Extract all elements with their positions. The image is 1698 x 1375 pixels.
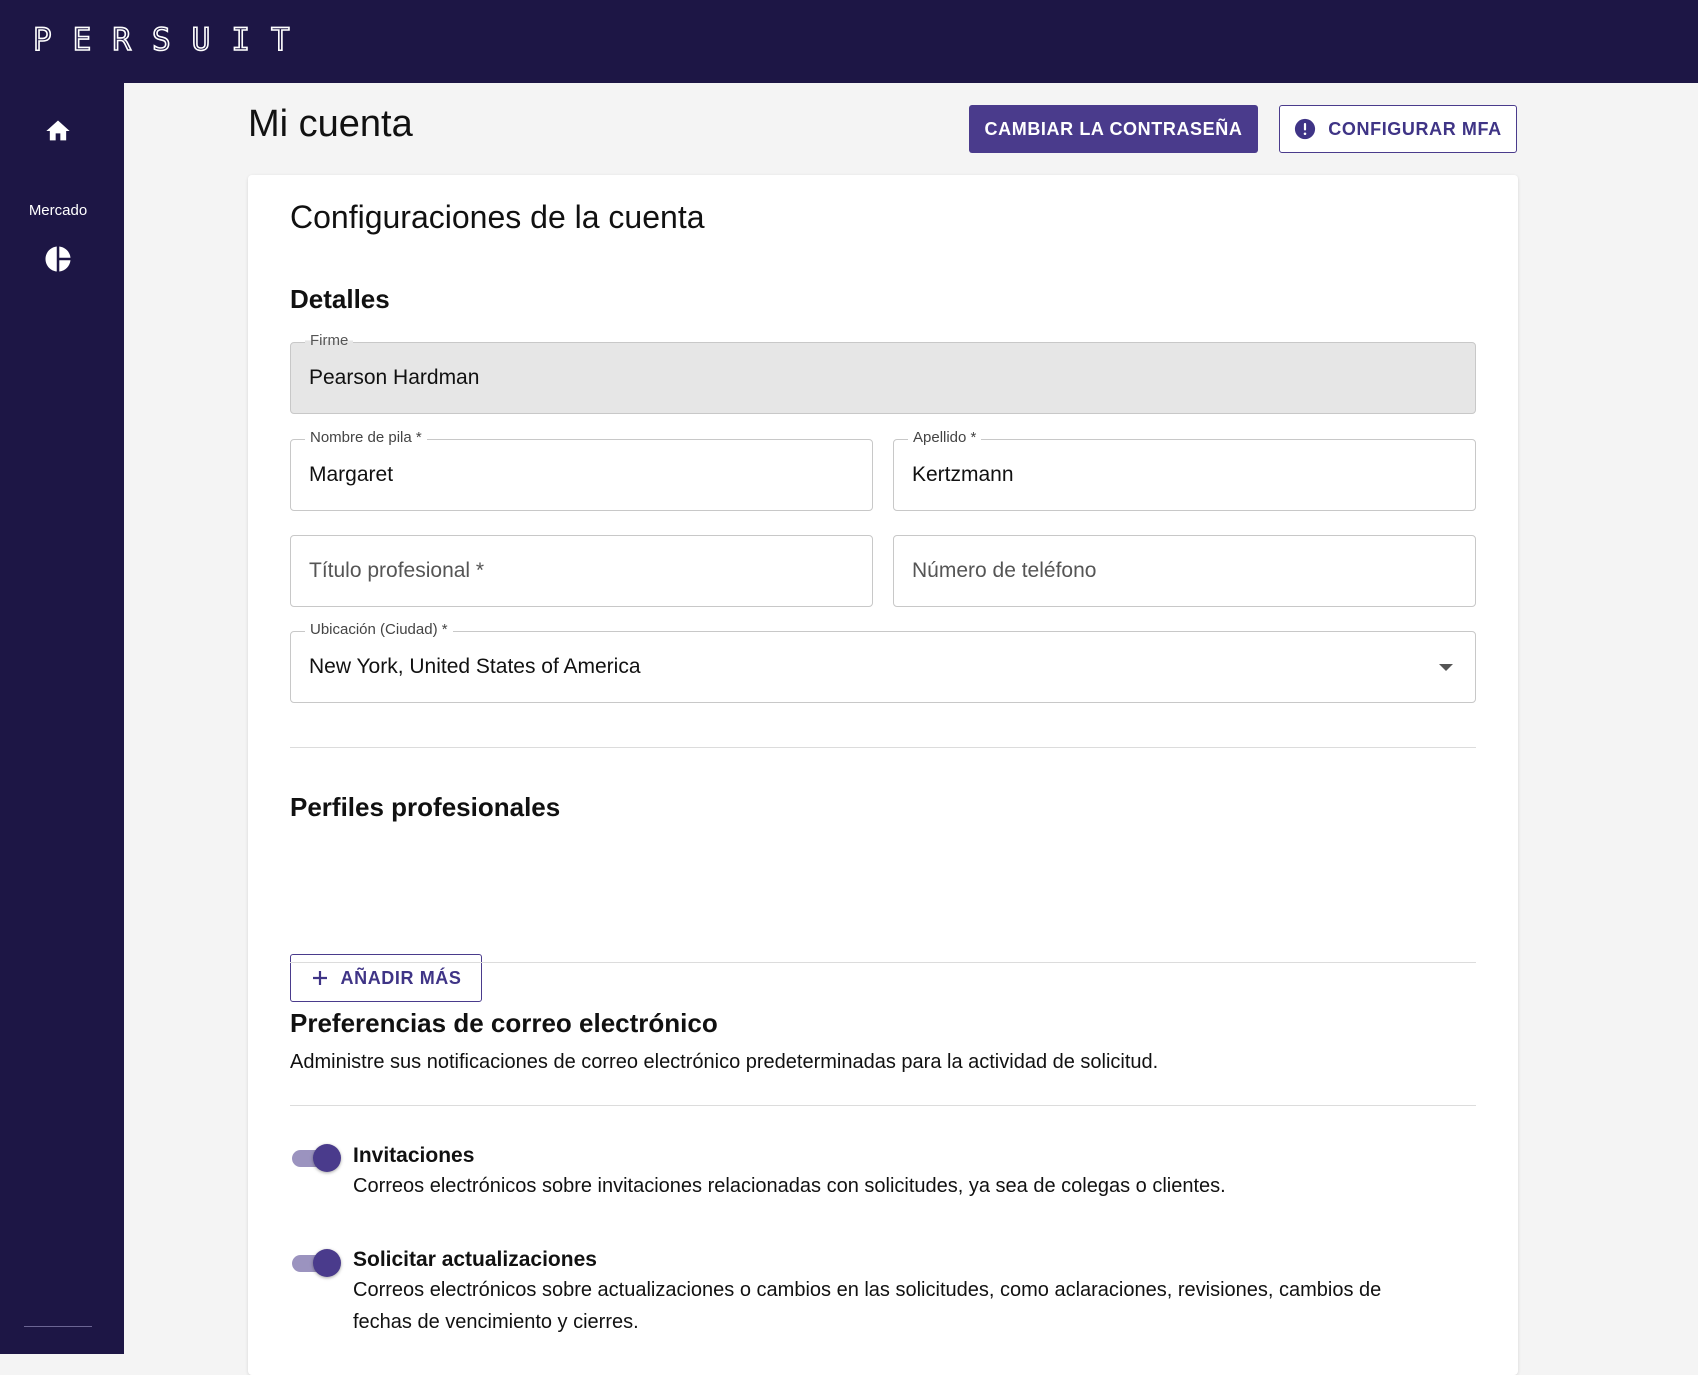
details-section-title: Detalles bbox=[290, 284, 390, 314]
account-settings-card bbox=[248, 175, 1518, 1375]
firm-label: Firme bbox=[305, 332, 353, 349]
last-name-label: Apellido * bbox=[908, 429, 981, 446]
email-prefs-section-title: Preferencias de correo electrónico bbox=[290, 1008, 718, 1038]
main-content bbox=[124, 83, 1698, 1354]
pie-chart-icon bbox=[43, 244, 73, 274]
sidebar-divider bbox=[24, 1326, 92, 1327]
sidebar-item-home[interactable] bbox=[0, 117, 116, 145]
phone-placeholder[interactable]: Número de teléfono bbox=[912, 559, 1097, 582]
section-divider bbox=[290, 747, 1476, 748]
profiles-section-title: Perfiles profesionales bbox=[290, 792, 561, 822]
alert-circle-icon bbox=[1294, 118, 1316, 140]
plus-icon bbox=[311, 969, 329, 987]
location-label: Ubicación (Ciudad) * bbox=[305, 621, 453, 638]
add-more-label: AÑADIR MÁS bbox=[340, 967, 462, 988]
firm-field bbox=[290, 332, 1476, 414]
sidebar bbox=[0, 83, 124, 1354]
card-title: Configuraciones de la cuenta bbox=[290, 199, 705, 235]
job-title-placeholder[interactable]: Título profesional * bbox=[309, 559, 485, 582]
request-updates-description: Correos electrónicos sobre actualizaciones o cambios en las solicitudes, como aclaraciones, revisiones, cambios de fechas de vencimiento y cierres. bbox=[353, 1279, 1382, 1333]
request-updates-title: Solicitar actualizaciones bbox=[353, 1248, 597, 1271]
firm-value: Pearson Hardman bbox=[309, 366, 480, 389]
request-updates-toggle[interactable] bbox=[290, 1248, 340, 1278]
last-name-field[interactable] bbox=[893, 429, 1476, 511]
invitations-title: Invitaciones bbox=[353, 1144, 475, 1167]
sidebar-item-mercado[interactable]: Mercado bbox=[28, 202, 88, 219]
chevron-down-icon[interactable] bbox=[1439, 664, 1453, 671]
first-name-value[interactable]: Margaret bbox=[309, 463, 394, 486]
home-icon bbox=[44, 117, 72, 145]
last-name-value[interactable]: Kertzmann bbox=[912, 463, 1014, 486]
toggle-thumb bbox=[313, 1249, 341, 1277]
email-prefs-description: Administre sus notificaciones de correo electrónico predeterminadas para la actividad de solicitud. bbox=[290, 1051, 1159, 1073]
invitations-toggle[interactable] bbox=[290, 1143, 340, 1173]
sidebar-item-analytics[interactable] bbox=[0, 244, 116, 274]
configure-mfa-button[interactable] bbox=[1279, 105, 1517, 153]
persuit-logo[interactable]: PERSUIT bbox=[33, 22, 311, 58]
first-name-label: Nombre de pila * bbox=[305, 429, 427, 446]
section-divider bbox=[290, 1105, 1476, 1106]
toggle-thumb bbox=[313, 1144, 341, 1172]
invitations-description: Correos electrónicos sobre invitaciones relacionadas con solicitudes, ya sea de colegas o clientes. bbox=[353, 1175, 1226, 1197]
page-title: Mi cuenta bbox=[248, 103, 413, 145]
configure-mfa-label: CONFIGURAR MFA bbox=[1328, 118, 1502, 139]
phone-field[interactable] bbox=[893, 535, 1476, 607]
first-name-field[interactable] bbox=[290, 429, 873, 511]
top-bar bbox=[0, 0, 1698, 83]
change-password-button[interactable]: CAMBIAR LA CONTRASEÑA bbox=[969, 105, 1258, 153]
section-divider bbox=[290, 962, 1476, 963]
location-value[interactable]: New York, United States of America bbox=[309, 655, 641, 678]
location-select[interactable] bbox=[290, 621, 1476, 703]
job-title-field[interactable] bbox=[290, 535, 873, 607]
